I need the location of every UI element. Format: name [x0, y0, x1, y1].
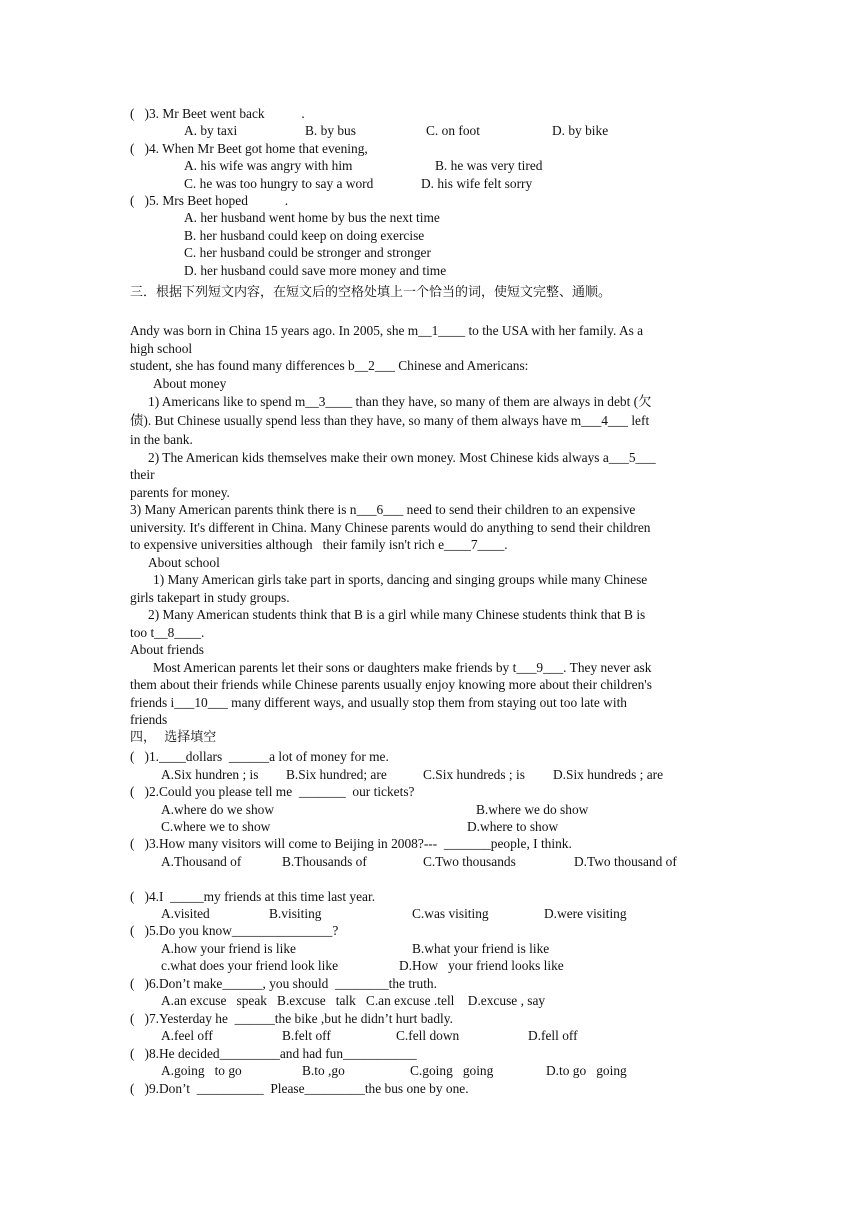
q1-option-c: C.Six hundreds ; is: [423, 767, 525, 782]
q3-option-d: D. by bike: [552, 123, 609, 138]
subheading-about-friends: About friends: [130, 642, 205, 657]
passage-line: them about their friends while Chinese parents usually enjoy knowing more about their children's: [130, 677, 652, 692]
q2-option-b: B.where we do show: [476, 802, 589, 817]
question-4-stem: ( )4. When Mr Beet got home that evening,: [130, 141, 368, 156]
q5-option-b: B.what your friend is like: [412, 941, 550, 956]
q5-option-c: c.what does your friend look like: [161, 958, 339, 973]
passage-line: high school: [130, 341, 193, 356]
q5-option-d: D. her husband could save more money and time: [184, 263, 447, 278]
q1-option-b: B.Six hundred; are: [286, 767, 387, 782]
passage-line: to expensive universities although their family isn't rich e____7____.: [130, 537, 508, 552]
question-7-stem: ( )7.Yesterday he ______the bike ,but he didn’t hurt badly.: [130, 1011, 453, 1026]
q4-option-b: B. he was very tired: [435, 158, 543, 173]
passage-line: 3) Many American parents think there is n___6___ need to send their children to an expensive: [130, 502, 636, 517]
passage-line: 1) Many American girls take part in sports, dancing and singing groups while many Chinese: [153, 572, 648, 587]
passage-line: 2) The American kids themselves make their own money. Most Chinese kids always a___5___: [148, 450, 656, 465]
q4-option-d: D.were visiting: [544, 906, 627, 921]
q4-option-b: B.visiting: [269, 906, 322, 921]
q2-option-c: C.where we to show: [161, 819, 271, 834]
q4-option-d: D. his wife felt sorry: [421, 176, 533, 191]
question-5-stem: ( )5.Do you know_______________?: [130, 923, 339, 938]
passage-line: friends i___10___ many different ways, and usually stop them from staying out too late with: [130, 695, 627, 710]
question-4-stem: ( )4.I _____my friends at this time last year.: [130, 889, 376, 904]
q4-option-c: C. he was too hungry to say a word: [184, 176, 374, 191]
q3-option-c: C. on foot: [426, 123, 480, 138]
q3-option-d: D.Two thousand of: [574, 854, 677, 869]
passage-line: too t__8____.: [130, 625, 205, 640]
q8-option-b: B.to ,go: [302, 1063, 345, 1078]
q5-option-a: A. her husband went home by bus the next time: [184, 210, 440, 225]
subheading-about-school: About school: [148, 555, 220, 570]
q5-option-d: D.How your friend looks like: [399, 958, 564, 973]
q5-option-b: B. her husband could keep on doing exercise: [184, 228, 425, 243]
question-3-stem: ( )3. Mr Beet went back .: [130, 106, 305, 121]
q7-option-b: B.felt off: [282, 1028, 331, 1043]
q5-option-c: C. her husband could be stronger and stronger: [184, 245, 431, 260]
question-8-stem: ( )8.He decided_________and had fun___________: [130, 1046, 417, 1061]
passage-line: student, she has found many differences b__2___ Chinese and Americans:: [130, 358, 529, 373]
q8-option-d: D.to go going: [546, 1063, 627, 1078]
q4-option-c: C.was visiting: [412, 906, 489, 921]
q2-option-d: D.where to show: [467, 819, 559, 834]
passage-line: their: [130, 467, 155, 482]
question-6-stem: ( )6.Don’t make______, you should ________the truth.: [130, 976, 437, 991]
passage-line: friends: [130, 712, 168, 727]
section-4-heading: 四， 选择填空: [130, 730, 217, 745]
passage-line: parents for money.: [130, 485, 230, 500]
passage-line: Andy was born in China 15 years ago. In 2005, she m__1____ to the USA with her family. As a: [130, 323, 644, 338]
passage-line: university. It's different in China. Many Chinese parents would do anything to send their children: [130, 520, 651, 535]
q4-option-a: A. his wife was angry with him: [184, 158, 353, 173]
q4-option-a: A.visited: [161, 906, 210, 921]
q7-option-d: D.fell off: [528, 1028, 578, 1043]
passage-line: in the bank.: [130, 432, 193, 447]
q3-option-b: B.Thousands of: [282, 854, 367, 869]
question-3-stem: ( )3.How many visitors will come to Beijing in 2008?--- _______people, I think.: [130, 836, 572, 851]
q8-option-a: A.going to go: [161, 1063, 242, 1078]
question-9-stem: ( )9.Don’t __________ Please_________the bus one by one.: [130, 1081, 469, 1096]
q3-option-c: C.Two thousands: [423, 854, 516, 869]
passage-line: 1) Americans like to spend m__3____ than they have, so many of them are always in debt (欠: [148, 394, 652, 409]
passage-line: 债). But Chinese usually spend less than they have, so many of them always have m___4___ left: [130, 413, 650, 428]
q7-option-c: C.fell down: [396, 1028, 460, 1043]
passage-line: Most American parents let their sons or daughters make friends by t___9___. They never ask: [153, 660, 652, 675]
q6-options: A.an excuse speak B.excuse talk C.an excuse .tell D.excuse , say: [161, 993, 546, 1008]
passage-line: girls takepart in study groups.: [130, 590, 290, 605]
section-3-heading: 三．根据下列短文内容，在短文后的空格处填上一个恰当的词，使短文完整、通顺。: [130, 285, 612, 300]
q2-option-a: A.where do we show: [161, 802, 275, 817]
question-1-stem: ( )1.____dollars ______a lot of money for me.: [130, 749, 389, 764]
question-2-stem: ( )2.Could you please tell me _______ our tickets?: [130, 784, 415, 799]
question-5-stem: ( )5. Mrs Beet hoped .: [130, 193, 289, 208]
subheading-about-money: About money: [153, 376, 227, 391]
q7-option-a: A.feel off: [161, 1028, 213, 1043]
q3-option-b: B. by bus: [305, 123, 356, 138]
q5-option-a: A.how your friend is like: [161, 941, 296, 956]
q3-option-a: A.Thousand of: [161, 854, 242, 869]
q8-option-c: C.going going: [410, 1063, 494, 1078]
passage-line: 2) Many American students think that B is a girl while many Chinese students think that B is: [148, 607, 646, 622]
q1-option-d: D.Six hundreds ; are: [553, 767, 664, 782]
q3-option-a: A. by taxi: [184, 123, 238, 138]
q1-option-a: A.Six hundren ; is: [161, 767, 259, 782]
